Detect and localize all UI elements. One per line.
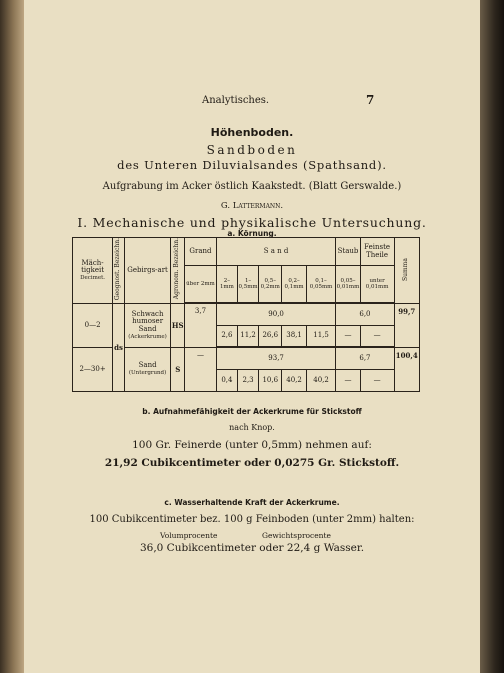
header-sand: S a n d: [216, 238, 336, 266]
table-cell-sand: 40,2: [306, 369, 336, 391]
table-cell-sand: 10,6: [259, 369, 282, 391]
gewichtsprocente-label: Gewichtsprocente: [262, 531, 331, 540]
grain-size-table: [72, 237, 420, 392]
header-sand-col: 0,5–0,2mm: [259, 266, 282, 304]
table-cell-agronom: S: [171, 347, 185, 391]
subsection-a-heading: a. Körnung.: [227, 229, 277, 238]
table-cell-sand: 11,2: [237, 325, 258, 347]
header-staub-sub: 0,05–0,01mm: [336, 266, 360, 304]
header-maechtigkeit: Mäch-tigkeit Decimet.: [73, 238, 113, 304]
table-cell-sand: 38,1: [282, 325, 306, 347]
page-edge: [480, 0, 504, 673]
header-sand-col: 0,2–0,1mm: [282, 266, 306, 304]
table-cell-sand-total: 90,0: [216, 303, 336, 325]
table-cell-summa: 100,4: [394, 347, 419, 391]
table-cell-grand: 3,7: [185, 303, 217, 347]
header-title: Analytisches.: [202, 95, 270, 106]
table-cell-staub: 6,7: [336, 347, 394, 369]
header-feinste-sub: unter 0,01mm: [360, 266, 394, 304]
header-gebirgsart: Gebirgs-art: [124, 238, 171, 304]
table-cell-sand: 0,4: [216, 369, 237, 391]
header-sand-col: 2–1mm: [216, 266, 237, 304]
table-cell-summa: 99,7: [394, 303, 419, 347]
subtitle-location: Aufgrabung im Acker östlich Kaakstedt. (Blatt Gerswalde.): [102, 181, 402, 192]
table-cell-art: Sand (Untergrund): [124, 347, 171, 391]
table-cell-art: Schwach humoser Sand (Ackerkrume): [124, 303, 171, 347]
table-cell-sand: 2,3: [237, 369, 258, 391]
header-geognost: Geognost. Bezeichn.: [113, 238, 125, 304]
header-sand-col: 0,1–0,05mm: [306, 266, 336, 304]
table-cell-depth: 2—30+: [73, 347, 113, 391]
table-cell-sand-total: 93,7: [216, 347, 336, 369]
table-cell-staub: 6,0: [336, 303, 394, 325]
table-cell-sand: 11,5: [306, 325, 336, 347]
subsection-c-heading: c. Wasserhaltende Kraft der Ackerkrume.: [164, 498, 340, 507]
subtitle-formation: des Unteren Diluvialsandes (Spathsand).: [117, 158, 387, 172]
author: G. Lattermann.: [220, 201, 284, 211]
table-cell-sand: 40,2: [282, 369, 306, 391]
table-cell-sand: 26,6: [259, 325, 282, 347]
table-cell-geognost: ds: [113, 303, 125, 391]
page-number: 7: [366, 93, 375, 107]
table-cell-depth: 0—2: [73, 303, 113, 347]
table-cell-sand: 2,6: [216, 325, 237, 347]
table-cell-feinste: —: [360, 369, 394, 391]
stickstoff-result: 21,92 Cubikcentimeter oder 0,0275 Gr. Stickstoff.: [104, 457, 400, 469]
header-staub: Staub: [336, 238, 360, 266]
table-cell-staub-detail: —: [336, 325, 360, 347]
wasser-result: 36,0 Cubikcentimeter oder 22,4 g Wasser.: [139, 542, 365, 554]
header-feinste: Feinste Theile: [360, 238, 394, 266]
page-title: Höhenboden.: [210, 126, 294, 139]
wasser-line: 100 Cubikcentimeter bez. 100 g Feinboden (unter 2mm) halten:: [89, 514, 415, 525]
table-cell-agronom: HS: [171, 303, 185, 347]
table-cell-staub-detail: —: [336, 369, 360, 391]
subsection-b-heading: b. Aufnahmefähigkeit der Ackerkrume für Stickstoff: [142, 407, 362, 416]
table-cell-grand: —: [185, 347, 217, 391]
header-summa: Summa: [394, 238, 419, 304]
book-gutter: [0, 0, 24, 673]
book-page: [24, 0, 480, 673]
feinerde-line: 100 Gr. Feinerde (unter 0,5mm) nehmen auf:: [132, 439, 372, 451]
section-heading-1: I. Mechanische und physikalische Untersuchung.: [77, 215, 427, 230]
header-grand-sub: über 2mm: [185, 266, 217, 304]
header-grand: Grand: [185, 238, 217, 266]
table-cell-feinste: —: [360, 325, 394, 347]
subsection-b-method: nach Knop.: [229, 423, 275, 432]
header-sand-col: 1–0,5mm: [237, 266, 258, 304]
header-agronom: Agronom. Bezeichn.: [171, 238, 185, 304]
volumprocente-label: Volumprocente: [160, 531, 218, 540]
subtitle-soil: Sandboden: [206, 143, 298, 157]
